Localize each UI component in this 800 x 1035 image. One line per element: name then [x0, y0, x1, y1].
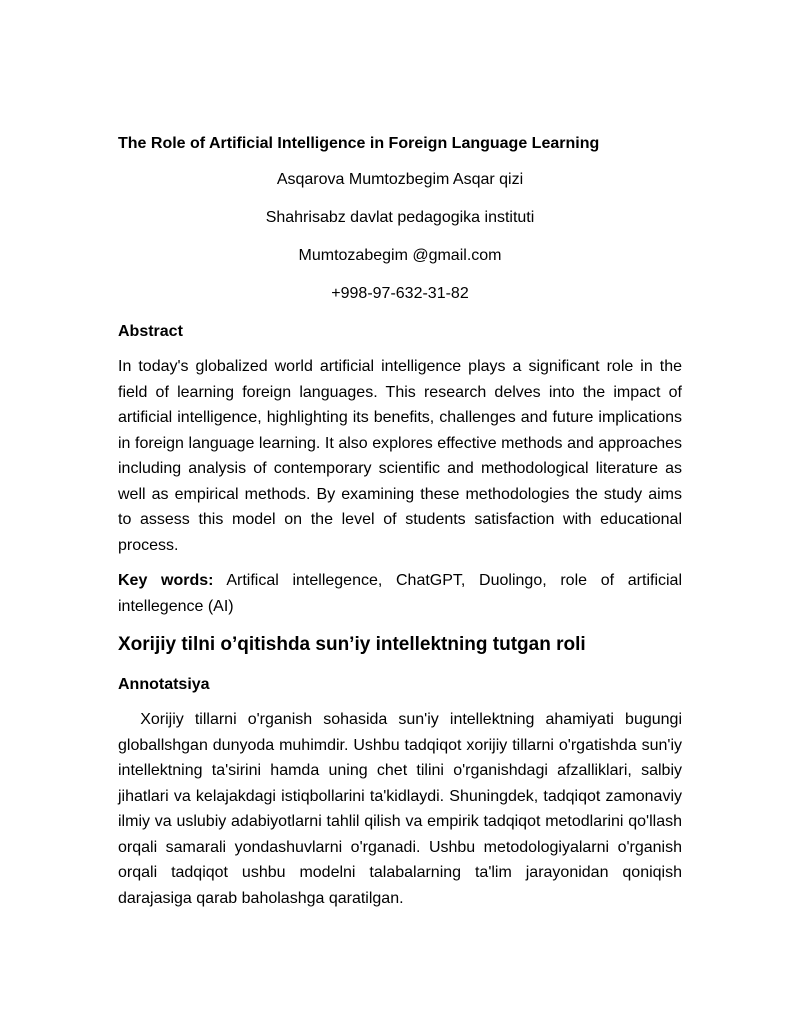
- keywords-label: Key words:: [118, 572, 214, 589]
- paper-title: The Role of Artificial Intelligence in Foreign Language Learning: [118, 135, 600, 152]
- keywords-text: Artifical intellegence, ChatGPT, Duolingo, role of artificial intellegence (AI): [118, 572, 682, 615]
- institution: Shahrisabz davlat pedagogika instituti: [265, 209, 535, 226]
- abstract-text: In today's globalized world artificial intelligence plays a significant role in the field of learning foreign languages. This research delves into the impact of artificial intelligence, highlighting its benefits, challenges and future implications in foreign language learning. It also explores effective methods and approaches including analysis of contemporary scientific and methodological literature as well as empirical methods. By examining these methodologies the study aims to assess this model on the level of students satisfaction with educational process.: [118, 358, 682, 554]
- paper-page: [118, 132, 687, 921]
- author-name: Asqarova Mumtozbegim Asqar qizi: [276, 171, 524, 188]
- annotation-text: Xorijiy tillarni o'rganish sohasida sun'iy intellektning ahamiyati bugungi globallshgan dunyoda muhimdir. Ushbu tadqiqot xorijiy tillarni o'rgatishda sun'iy intellektning ta'sirini hamda uning chet tilini o'rganishdagi afzalliklari, salbiy jihatlari va kelajakdagi istiqbollarini ta'kidlaydi. Shuningdek, tadqiqot zamonaviy ilmiy va uslubiy adabiyotlarni tahlil qilish va empirik tadqiqot metodlarini qo'llash orqali samarali yondashuvlarni o'rganadi. Ushbu metodologiyalarni o'rganish orqali tadqiqot ushbu modelni talabalarning ta'lim jarayonidan qoniqish darajasiga qarab baholashga qaratilgan.: [118, 711, 687, 907]
- author-email: Mumtozabegim @gmail.com: [298, 247, 502, 264]
- author-phone: +998-97-632-31-82: [331, 285, 469, 302]
- keywords: [118, 568, 682, 619]
- uzbek-title: Xorijiy tilni o’qitishda sun’iy intellektning tutgan roli: [118, 634, 586, 655]
- abstract-heading: Abstract: [118, 323, 183, 340]
- annotation-heading: Annotatsiya: [118, 676, 210, 693]
